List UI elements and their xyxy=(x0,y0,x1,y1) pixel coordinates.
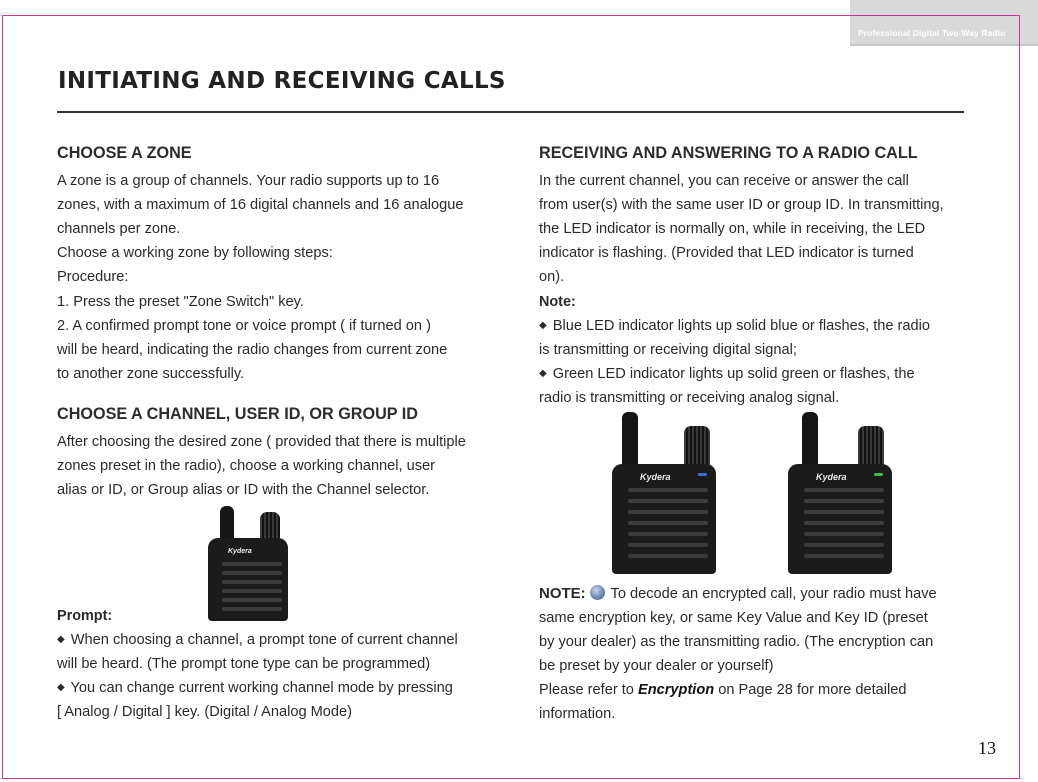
prompt-section xyxy=(57,604,458,724)
radio-brand: Kydera xyxy=(228,548,252,555)
note-label: Note: xyxy=(539,293,576,310)
channel-section xyxy=(57,402,466,502)
note-line: is transmitting or receiving digital signal; xyxy=(539,341,797,358)
note-bullet-item xyxy=(539,362,944,386)
receive-section xyxy=(539,141,944,410)
channel-knob-icon xyxy=(858,426,884,468)
radio-image-blue-led xyxy=(612,412,716,574)
prompt-label: Prompt: xyxy=(57,608,113,624)
speaker-grille-icon xyxy=(628,488,708,558)
zone-line: A zone is a group of channels. Your radio supports up to 16 xyxy=(57,173,440,190)
channel-knob-icon xyxy=(260,512,280,540)
encryption-reference-link[interactable]: Encryption xyxy=(637,682,715,699)
receive-line: the LED indicator is normally on, while in receiving, the LED xyxy=(539,221,926,238)
encryption-line: be preset by your dealer or yourself) xyxy=(539,658,774,675)
page-number: 13 xyxy=(978,738,996,758)
zone-line: will be heard, indicating the radio changes from current zone xyxy=(57,341,448,358)
bullet-icon: ◆ xyxy=(57,682,65,694)
speaker-grille-icon xyxy=(804,488,884,558)
zone-body xyxy=(57,169,463,386)
bullet-icon: ◆ xyxy=(539,319,547,331)
receive-heading: RECEIVING AND ANSWERING TO A RADIO CALL xyxy=(539,144,918,162)
note-line: Blue LED indicator lights up solid blue or flashes, the radio xyxy=(552,317,930,334)
header-tab-label: Professional Digital Two-Way Radio xyxy=(858,28,1006,38)
antenna-icon xyxy=(802,412,818,470)
encryption-reference xyxy=(539,678,937,702)
encryption-line: To decode an encrypted call, your radio must have xyxy=(610,586,937,602)
receive-line: from user(s) with the same user ID or group ID. In transmitting, xyxy=(539,197,944,214)
encryption-key-icon xyxy=(590,585,605,600)
encryption-note-label: NOTE: xyxy=(539,585,586,602)
zone-line: channels per zone. xyxy=(57,221,181,238)
zone-line: zones, with a maximum of 16 digital channels and 16 analogue xyxy=(57,197,464,214)
led-indicator-blue xyxy=(698,473,707,476)
radio-brand: Kydera xyxy=(816,472,847,482)
note-bullet-item xyxy=(539,314,944,338)
zone-line: Procedure: xyxy=(57,269,129,286)
prompt-bullet-item xyxy=(57,628,458,652)
prompt-bullet-item xyxy=(57,676,458,700)
zone-line: Choose a working zone by following steps: xyxy=(57,245,333,262)
note-line: Green LED indicator lights up solid green or flashes, the xyxy=(552,365,915,382)
channel-knob-icon xyxy=(684,426,710,468)
radio-body xyxy=(788,464,892,574)
encryption-line: information. xyxy=(539,706,616,723)
zone-line: to another zone successfully. xyxy=(57,365,245,382)
encryption-section xyxy=(539,582,937,727)
zone-line: 1. Press the preset "Zone Switch" key. xyxy=(57,293,304,310)
receive-line: on). xyxy=(539,269,565,286)
page-title: INITIATING AND RECEIVING CALLS xyxy=(58,68,506,94)
led-indicator-green xyxy=(874,473,883,476)
title-rule xyxy=(57,111,964,113)
receive-line: indicator is flashing. (Provided that LED indicator is turned xyxy=(539,245,914,262)
receive-line: In the current channel, you can receive or answer the call xyxy=(539,173,909,190)
bullet-icon: ◆ xyxy=(57,634,65,646)
radio-image-green-led xyxy=(788,412,892,574)
prompt-line: will be heard. (The prompt tone type can be programmed) xyxy=(57,656,431,673)
channel-heading: CHOOSE A CHANNEL, USER ID, OR GROUP ID xyxy=(57,405,418,423)
receive-body xyxy=(539,169,944,410)
encryption-line: same encryption key, or same Key Value and Key ID (preset xyxy=(539,610,928,627)
antenna-icon xyxy=(622,412,638,470)
reference-suffix: on Page 28 for more detailed xyxy=(714,682,907,699)
channel-line: After choosing the desired zone ( provided that there is multiple xyxy=(57,434,466,451)
note-line: radio is transmitting or receiving analog signal. xyxy=(539,389,840,406)
radio-brand: Kydera xyxy=(640,472,671,482)
channel-line: alias or ID, or Group alias or ID with the Channel selector. xyxy=(57,482,430,499)
zone-heading: CHOOSE A ZONE xyxy=(57,144,192,162)
prompt-line: You can change current working channel mode by pressing xyxy=(70,680,453,697)
encryption-first-line xyxy=(539,582,937,606)
zone-line: 2. A confirmed prompt tone or voice prompt ( if turned on ) xyxy=(57,317,431,334)
radio-body xyxy=(612,464,716,574)
prompt-line: When choosing a channel, a prompt tone of current channel xyxy=(70,632,458,649)
channel-body xyxy=(57,430,466,502)
antenna-icon xyxy=(220,506,234,542)
encryption-line: by your dealer) as the transmitting radio. (The encryption can xyxy=(539,634,934,651)
channel-line: zones preset in the radio), choose a working channel, user xyxy=(57,458,436,475)
bullet-icon: ◆ xyxy=(539,367,547,379)
prompt-line: [ Analog / Digital ] key. (Digital / Analog Mode) xyxy=(57,704,352,721)
reference-prefix: Please refer to xyxy=(539,682,638,699)
zone-section xyxy=(57,141,463,386)
